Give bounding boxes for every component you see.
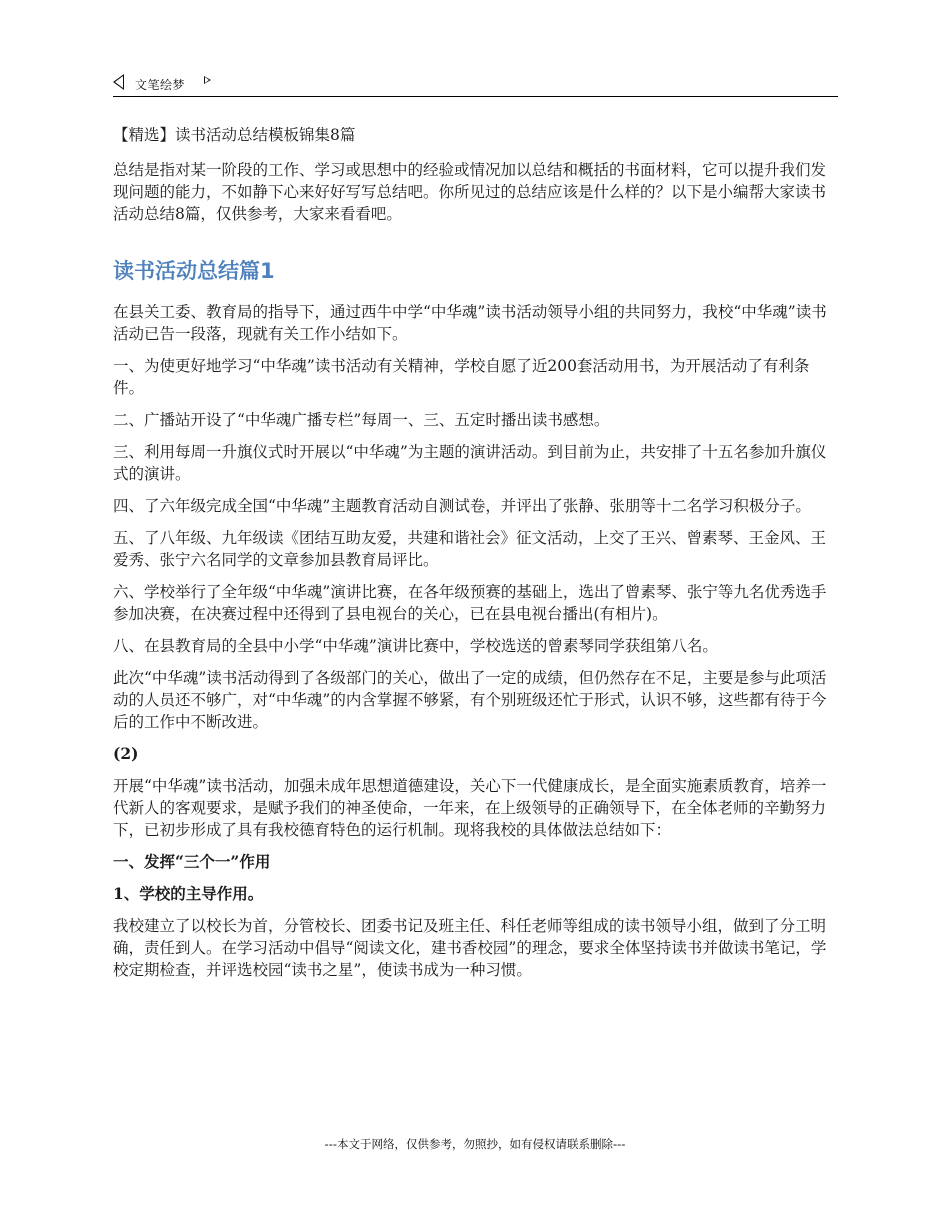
last-paragraph: 我校建立了以校长为首，分管校长、团委书记及班主任、科任老师等组成的读书领导小组，做到了分工明确，责任到人。在学习活动中倡导“阅读文化，建书香校园”的理念，要求全体坚持读书并做读书笔记，学校定期检查，并评选校园“读书之星”，使读书成为一种习惯。 <box>113 917 827 979</box>
body-paragraph: 五、了八年级、九年级读《团结互助友爱，共建和谐社会》征文活动，上交了王兴、曾素琴、王金风、王爱秀、张宁六名同学的文章参加县教育局评比。 <box>113 529 827 569</box>
header-brand: 文笔绘梦 <box>135 78 186 92</box>
page-footer: ---本文于网络，仅供参考，勿照抄，如有侵权请联系删除--- <box>324 1137 626 1151</box>
section-heading: 读书活动总结篇1 <box>113 259 275 283</box>
body-paragraph: 一、为使更好地学习“中华魂”读书活动有关精神，学校自愿了近200套活动用书，为开展活动了有利条件。 <box>113 357 810 397</box>
document-title: 【精选】读书活动总结模板锦集8篇 <box>113 126 356 144</box>
subheading-one: 一、发挥“三个一”作用 <box>113 852 271 871</box>
part-label: (2) <box>113 744 139 763</box>
body-paragraph: 四、了六年级完成全国“中华魂”主题教育活动自测试卷，并评出了张静、张朋等十二名学习积极分子。 <box>113 497 811 515</box>
body-paragraph: 此次“中华魂”读书活动得到了各级部门的关心，做出了一定的成绩，但仍然存在不足，主要是参与此项活动的人员还不够广，对“中华魂”的内含掌握不够紧，有个别班级还忙于形式，认识不够，这些都有待于今后的工作中不断改进。 <box>113 669 827 731</box>
part2-paragraph: 开展“中华魂”读书活动，加强未成年思想道德建设，关心下一代健康成长，是全面实施素质教育，培养一代新人的客观要求，是赋予我们的神圣使命，一年来，在上级领导的正确领导下，在全体老师的辛勤努力下，已初步形成了具有我校德育特色的运行机制。现将我校的具体做法总结如下： <box>113 777 827 839</box>
body-paragraph: 在县关工委、教育局的指导下，通过西牛中学“中华魂”读书活动领导小组的共同努力，我校“中华魂”读书活动已告一段落，现就有关工作小结如下。 <box>113 303 827 343</box>
body-paragraph: 三、利用每周一升旗仪式时开展以“中华魂”为主题的演讲活动。到目前为止，共安排了十五名参加升旗仪式的演讲。 <box>113 443 827 483</box>
intro-paragraph: 总结是指对某一阶段的工作、学习或思想中的经验或情况加以总结和概括的书面材料，它可以提升我们发现问题的能力，不如静下心来好好写写总结吧。你所见过的总结应该是什么样的？以下是小编帮大家读书活动总结8篇，仅供参考，大家来看看吧。 <box>113 161 827 223</box>
page-header <box>113 70 838 97</box>
body-paragraph: 二、广播站开设了“中华魂广播专栏”每周一、三、五定时播出读书感想。 <box>113 411 610 429</box>
body-paragraph: 六、学校举行了全年级“中华魂”演讲比赛，在各年级预赛的基础上，选出了曾素琴、张宁等九名优秀选手参加决赛，在决赛过程中还得到了县电视台的关心，已在县电视台播出(有相片)。 <box>113 583 827 623</box>
left-triangle-icon <box>113 74 124 90</box>
right-triangle-icon <box>204 76 211 84</box>
body-paragraph: 八、在县教育局的全县中小学“中华魂”演讲比赛中，学校选送的曾素琴同学获组第八名。 <box>113 637 718 655</box>
subheading-two: 1、学校的主导作用。 <box>113 884 264 903</box>
document-body <box>113 124 840 991</box>
